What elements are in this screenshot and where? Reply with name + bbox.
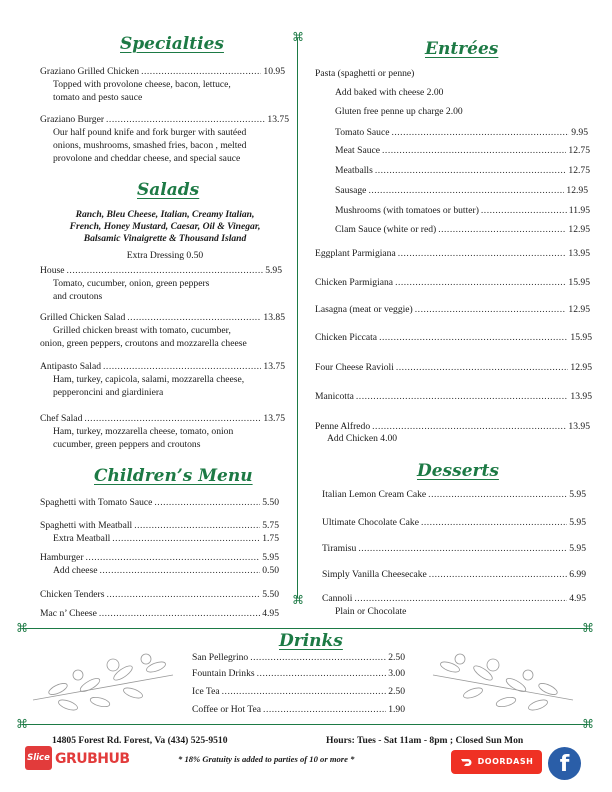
- item-name: Spaghetti with Meatball: [40, 520, 133, 531]
- item-name: Clam Sauce (white or red): [335, 224, 437, 235]
- dressing-list: French, Honey Mustard, Caesar, Oil & Vinegar,: [69, 221, 261, 232]
- item-price: 5.50: [262, 497, 279, 508]
- menu-item: [40, 552, 279, 564]
- item-price: 13.95: [570, 391, 592, 402]
- menu-item: [40, 361, 285, 373]
- menu-item: [322, 489, 586, 501]
- menu-item: [40, 589, 279, 601]
- menu-item: [40, 312, 285, 324]
- item-price: 15.95: [570, 332, 592, 343]
- menu-item: [40, 114, 289, 126]
- entrees-heading: Entrées: [425, 39, 499, 59]
- menu-item: [192, 652, 405, 664]
- divider-ornament-icon: ⌘: [292, 30, 304, 44]
- menu-item: [335, 224, 590, 236]
- item-price: 5.95: [262, 552, 279, 563]
- item-name: Chicken Piccata: [315, 332, 378, 343]
- menu-item: [192, 704, 405, 716]
- drinks-top-rule: [22, 628, 588, 629]
- item-name: Coffee or Hot Tea: [192, 704, 262, 715]
- item-price: 2.50: [388, 686, 405, 697]
- menu-item: [40, 608, 279, 620]
- item-price: 13.85: [263, 312, 285, 323]
- item-name: Meat Sauce: [335, 145, 381, 156]
- menu-item: [315, 277, 590, 289]
- item-price: 1.90: [388, 704, 405, 715]
- item-name: Antipasto Salad: [40, 361, 102, 372]
- specialties-heading: Specialties: [120, 34, 224, 54]
- extra-dressing: Extra Dressing 0.50: [126, 250, 204, 261]
- menu-item: [335, 145, 590, 157]
- item-description: Topped with provolone cheese, bacon, lettuce,: [53, 79, 231, 90]
- item-name: Eggplant Parmigiana: [315, 248, 396, 259]
- item-description: onion, green peppers, croutons and mozzarella cheese: [40, 338, 247, 349]
- menu-item: [192, 668, 405, 680]
- item-price: 1.75: [262, 533, 279, 544]
- olive-branch-right-icon: [428, 645, 578, 720]
- dressing-list: Ranch, Bleu Cheese, Italian, Creamy Italian,: [75, 209, 255, 220]
- item-name: Ultimate Chocolate Cake: [322, 517, 419, 528]
- item-description: Our half pound knife and fork burger with sautéed: [53, 127, 247, 138]
- menu-item: [335, 165, 590, 177]
- item-description: and croutons: [53, 291, 103, 302]
- item-price: 5.95: [569, 489, 586, 500]
- restaurant-address: 14805 Forest Rd. Forest, Va (434) 525-9510: [52, 735, 228, 746]
- item-name: Hamburger: [40, 552, 84, 563]
- item-name: Tomato Sauce: [335, 127, 390, 138]
- menu-item: [53, 533, 279, 545]
- item-name: San Pellegrino: [192, 652, 249, 663]
- item-price: 11.95: [568, 205, 590, 216]
- item-price: 12.75: [568, 145, 590, 156]
- menu-item: [40, 520, 279, 532]
- item-name: Graziano Burger: [40, 114, 105, 125]
- item-name: Chicken Tenders: [40, 589, 105, 600]
- doordash-label: DOORDASH: [477, 756, 534, 766]
- item-name: Four Cheese Ravioli: [315, 362, 394, 373]
- drinks-heading: Drinks: [279, 631, 343, 651]
- column-divider: [297, 38, 298, 598]
- item-name: Graziano Grilled Chicken: [40, 66, 140, 77]
- item-price: 12.95: [570, 362, 592, 373]
- item-name: Fountain Drinks: [192, 668, 255, 679]
- menu-item: [322, 517, 586, 529]
- divider-ornament-icon: ⌘: [292, 593, 304, 607]
- gratuity-notice: * 18% Gratuity is added to parties of 10 or more *: [178, 754, 355, 764]
- add-chicken-note: Add Chicken 4.00: [327, 433, 398, 444]
- menu-item: [335, 205, 590, 217]
- item-name: Meatballs: [335, 165, 373, 176]
- slice-logo[interactable]: Slice: [25, 746, 52, 770]
- item-name: Ice Tea: [192, 686, 220, 697]
- item-name: Mushrooms (with tomatoes or butter): [335, 205, 479, 216]
- item-price: 12.95: [568, 224, 590, 235]
- item-description: Tomato, cucumber, onion, green peppers: [53, 278, 210, 289]
- item-name: Cannoli: [322, 593, 353, 604]
- item-name: Chef Salad: [40, 413, 83, 424]
- item-price: 13.95: [568, 421, 590, 432]
- childrens-menu-heading: Children’s Menu: [94, 466, 253, 486]
- doordash-badge[interactable]: [451, 750, 542, 774]
- item-name: Tiramisu: [322, 543, 357, 554]
- item-description: Ham, turkey, capicola, salami, mozzarella cheese,: [53, 374, 245, 385]
- menu-item: [40, 66, 285, 78]
- item-description: cucumber, green peppers and croutons: [53, 439, 201, 450]
- item-name: Grilled Chicken Salad: [40, 312, 126, 323]
- item-price: 4.95: [569, 593, 586, 604]
- item-name: Spaghetti with Tomato Sauce: [40, 497, 153, 508]
- item-price: 10.95: [263, 66, 285, 77]
- divider-ornament-icon: ⌘: [16, 717, 28, 731]
- item-price: 12.95: [566, 185, 588, 196]
- grubhub-logo[interactable]: GRUBHUB: [55, 751, 130, 767]
- doordash-icon: [460, 758, 474, 767]
- item-description: tomato and pesto sauce: [53, 92, 143, 103]
- menu-item: [335, 185, 588, 197]
- item-price: 13.95: [568, 248, 590, 259]
- menu-item: [315, 248, 590, 260]
- item-name: Add cheese: [53, 565, 98, 576]
- item-name: Penne Alfredo: [315, 421, 371, 432]
- desserts-heading: Desserts: [417, 461, 499, 481]
- item-name: Italian Lemon Cream Cake: [322, 489, 427, 500]
- item-description: Grilled chicken breast with tomato, cucumber,: [53, 325, 231, 336]
- pasta-note: Gluten free penne up charge 2.00: [335, 106, 463, 117]
- menu-item: [40, 413, 285, 425]
- menu-item: [315, 421, 590, 433]
- item-description: onions, mushrooms, smashed fries, bacon , melted: [53, 140, 247, 151]
- item-name: Sausage: [335, 185, 367, 196]
- item-price: 5.95: [569, 517, 586, 528]
- pasta-label: Pasta (spaghetti or penne): [315, 68, 415, 79]
- item-name: Manicotta: [315, 391, 354, 402]
- item-price: 3.00: [388, 668, 405, 679]
- menu-item: [322, 593, 586, 605]
- menu-item: [315, 304, 590, 316]
- item-name: Simply Vanilla Cheesecake: [322, 569, 427, 580]
- divider-ornament-icon: ⌘: [582, 621, 594, 635]
- item-price: 13.75: [267, 114, 289, 125]
- divider-ornament-icon: ⌘: [582, 717, 594, 731]
- menu-item: [192, 686, 405, 698]
- dressing-list: Balsamic Vinaigrette & Thousand Island: [83, 233, 247, 244]
- item-price: 13.75: [263, 361, 285, 372]
- item-description: pepperoncini and giardiniera: [53, 387, 164, 398]
- item-name: Chicken Parmigiana: [315, 277, 394, 288]
- item-description: Ham, turkey, mozzarella cheese, tomato, onion: [53, 426, 234, 437]
- facebook-icon[interactable]: f: [548, 747, 581, 780]
- menu-item: [322, 543, 586, 555]
- menu-item: [53, 565, 279, 577]
- footer-rule: [22, 724, 588, 725]
- item-price: 13.75: [263, 413, 285, 424]
- item-name: Extra Meatball: [53, 533, 111, 544]
- item-price: 5.50: [262, 589, 279, 600]
- menu-item: [335, 127, 588, 139]
- item-price: 9.95: [571, 127, 588, 138]
- item-price: 5.95: [265, 265, 282, 276]
- item-price: 2.50: [388, 652, 405, 663]
- menu-item: [315, 332, 592, 344]
- item-name: Lasagna (meat or veggie): [315, 304, 413, 315]
- salads-heading: Salads: [137, 180, 200, 200]
- menu-item: [322, 569, 586, 581]
- cannoli-note: Plain or Chocolate: [335, 606, 407, 617]
- item-price: 0.50: [262, 565, 279, 576]
- item-price: 4.95: [262, 608, 279, 619]
- divider-ornament-icon: ⌘: [16, 621, 28, 635]
- item-price: 15.95: [568, 277, 590, 288]
- restaurant-hours: Hours: Tues - Sat 11am - 8pm ; Closed Sun Mon: [326, 735, 524, 746]
- item-price: 5.95: [569, 543, 586, 554]
- item-price: 5.75: [262, 520, 279, 531]
- item-price: 12.95: [568, 304, 590, 315]
- menu-item: [315, 391, 592, 403]
- item-price: 12.75: [568, 165, 590, 176]
- menu-item: [40, 265, 282, 277]
- menu-item: [315, 362, 592, 374]
- pasta-note: Add baked with cheese 2.00: [335, 87, 444, 98]
- item-name: Mac n’ Cheese: [40, 608, 97, 619]
- menu-item: [40, 497, 279, 509]
- olive-branch-left-icon: [28, 645, 178, 720]
- item-description: provolone and cheddar cheese, and special sauce: [53, 153, 241, 164]
- item-name: House: [40, 265, 65, 276]
- item-price: 6.99: [569, 569, 586, 580]
